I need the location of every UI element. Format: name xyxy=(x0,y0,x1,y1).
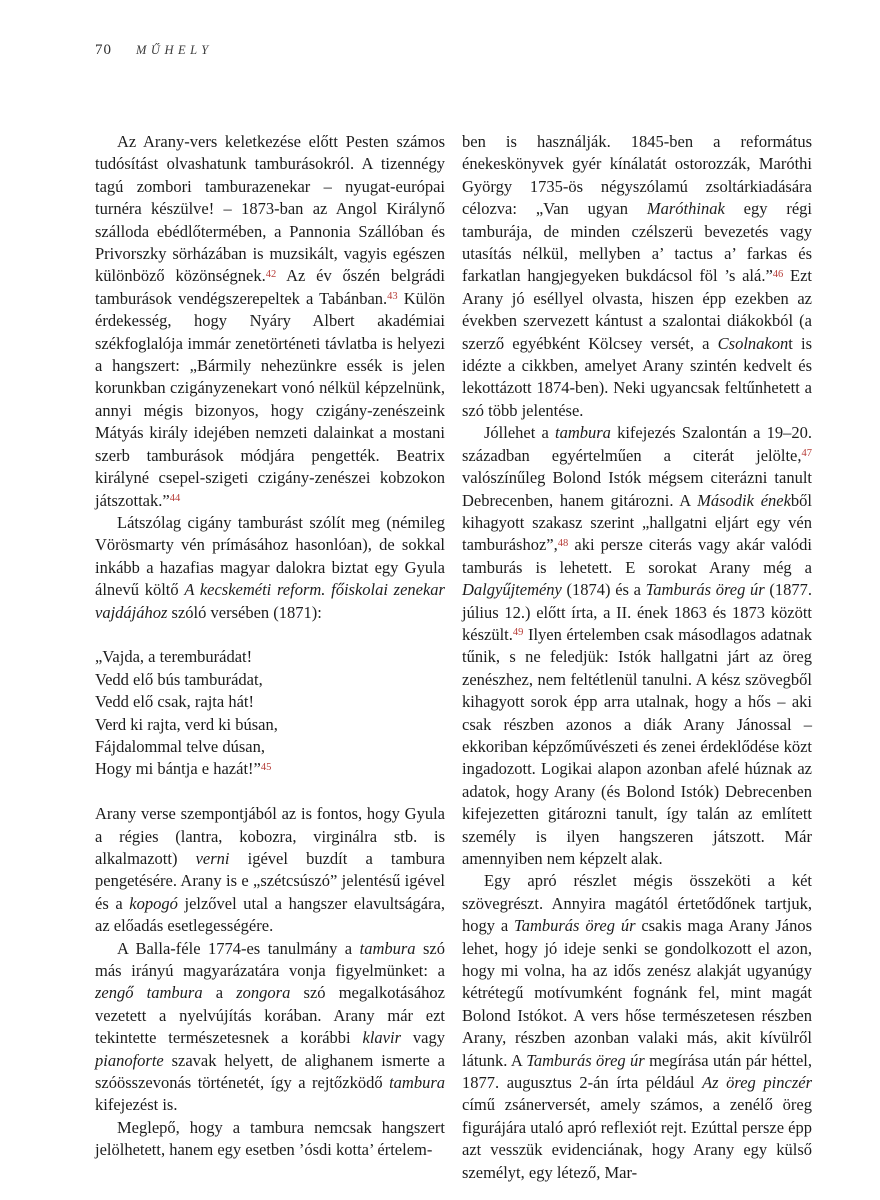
italic-text: klavir xyxy=(362,1028,402,1048)
italic-text: tambura xyxy=(389,1073,445,1093)
italic-text: zongora xyxy=(236,983,291,1003)
italic-text: Csolnakon xyxy=(717,333,789,353)
paragraph xyxy=(95,512,445,624)
paragraph xyxy=(95,1117,445,1162)
text-run: t is idézte a cikkben, amelyet Arany szintén kedvelt és lekottázott 1874-ben). Neki ugyancsak feltűnhetett a szó több jelentése. xyxy=(462,333,812,420)
italic-text: pianoforte xyxy=(95,1050,164,1070)
italic-text: zengő tambura xyxy=(95,983,203,1003)
text-run: csakis maga Arany János lehet, hogy jó ideje senki se gondolkozott el azon, hogy mi volna, ha az idős zenész alakját ugyanúgy kétrétegű motívumként fognánk fel, mint magát Bolond Istókot. A vers hőse természetesen részben Arany, részben azonban valaki más, akit kívülről látunk. A xyxy=(462,916,812,1070)
text-run: Az Arany-vers keletkezése előtt Pesten számos tudósítást olvashatunk tamburásokról. A tizennégy tagú zombori tamburazenekar – nyugat-európai turnéra készülve! – 1873-ban az Angol Királynő szálloda ebédlőtermében, a Pannonia Szállóban és Privorszky sörházában is muzsikált, vagyis egészen különböző közönségnek. xyxy=(95,132,445,286)
text-run: aki persze citerás vagy akár valódi tamburás is lehetett. E sorokat Arany még a xyxy=(462,535,812,577)
text-run: (1877. július 12.) előtt írta, a II. ének 1863 és 1873 között készült. xyxy=(462,580,813,644)
section-title: MŰHELY xyxy=(136,43,213,57)
footnote-marker: 49 xyxy=(512,627,524,639)
text-columns xyxy=(95,131,812,1184)
poem-line xyxy=(95,646,445,668)
text-run: valószínűleg Bolond Istók mégsem citerázni tanult Debrecenben, hanem gitározni. A xyxy=(462,468,812,510)
text-run: A Balla-féle 1774-es tanulmány a xyxy=(117,938,360,958)
paragraph xyxy=(95,131,445,512)
text-run: kifejezés Szalontán a 19–20. században egyértelműen a citerát jelölte, xyxy=(462,423,812,465)
text-run: vagy xyxy=(401,1028,445,1048)
text-run: Az év őszén belgrádi tamburások vendégszerepeltek a Tabánban. xyxy=(95,266,445,308)
text-run: Ilyen értelemben csak másodlagos adatnak tűnik, s ne feledjük: Istók hallgatni járt az öreg zenészhez, nem feltétlenül tanulni. A kész szövegből kihagyott sorok épp arra utalnak, hogy a hős – aki csak részben azonos a diák Arany Jánossal – ekkoriban képzőművészeti és zenei érdeklődése közt ingadozott. Logikai alapon azonban afelé húznak az adatok, hogy Arany (és Bolond Istók) Debrecenben kifejezetten gitározni tanult, így talán az említett személy is ilyen hangszeren játszott. Már amennyiben nem képzelt alak. xyxy=(462,624,812,868)
footnote-marker: 43 xyxy=(387,291,398,303)
footnote-marker: 46 xyxy=(772,268,784,280)
paragraph xyxy=(462,422,812,870)
footnote-marker: 44 xyxy=(169,492,181,504)
text-run: Látszólag cigány tamburást szólít meg (némileg Vörösmarty vén prímásához hasonlóan), de sokkal inkább a hazafias magyar dalokra biztat egy Gyula álnevű költő xyxy=(95,512,445,600)
poem-line xyxy=(95,669,445,691)
paragraph xyxy=(95,803,445,937)
text-run: egy régi tamburája, de minden czélszerü bevezetés vagy utasítás nélkül, mellyben a’ tactus a’ farkas és farkatlan hangjegyeken bukdácsol föl ’s alá.” xyxy=(462,199,812,286)
text-run: Külön érdekesség, hogy Nyáry Albert akadémiai székfoglalója immár zenetörténeti távlatba is helyezi a hangszert: „Bármily nehezünkre essék is jelen korunkban czigányzenekart vonó nélkül képzelnünk, annyi mégis bizonyos, hogy czigány-zenészeink Mátyás király idejében nemzeti dalainkat a mostani szerb tamburások módjára pengették. Beatrix királyné csepel-szigeti czigány-zenészei kobzokon játszottak.” xyxy=(95,288,445,510)
italic-text: Második ének xyxy=(697,490,791,510)
text-run: ből kihagyott szakasz szerint „hallgatni eljárt egy vén tamburáshoz”, xyxy=(462,490,813,555)
italic-text: Maróthinak xyxy=(646,199,725,219)
text-run: Egy apró részlet mégis összeköti a két szövegrészt. Annyira magától értetődőnek tartjuk, hogy a xyxy=(462,871,812,936)
column-right xyxy=(462,131,812,1184)
italic-text: verni xyxy=(195,848,230,868)
poem-line xyxy=(95,691,445,713)
italic-text: A kecskeméti reform. főiskolai zenekar vajdájához xyxy=(95,580,445,622)
footnote-marker: 45 xyxy=(260,761,272,773)
text-run: a xyxy=(202,983,237,1003)
italic-text: Tamburás öreg úr xyxy=(526,1050,645,1070)
text-run: szavak helyett, de alighanem ismerte a szóösszevonás történetét, így a rejtőzködő xyxy=(95,1050,445,1093)
text-run: megírása után pár héttel, 1877. augusztus 2-án írta például xyxy=(462,1050,813,1093)
italic-text: tambura xyxy=(359,938,416,958)
poem-line xyxy=(95,736,445,758)
text-run: Meglepő, hogy a tambura nemcsak hangszert jelölhetett, hanem egy esetben ’ósdi kotta’ értelem- xyxy=(95,1117,445,1160)
page-header xyxy=(95,42,213,59)
italic-text: Dalgyűjtemény xyxy=(462,580,562,600)
text-run: Ezt Arany jó eséllyel olvasta, hiszen épp ezekben az években szervezett kántust a szalontai diákokból (a szerző egyébként Kölcsey versét, a xyxy=(462,266,812,353)
text-run: szó más irányú magyarázatára vonja figyelmünket: a xyxy=(95,938,445,980)
text-run: Jóllehet a xyxy=(484,423,555,443)
text-run: ben is használják. 1845-ben a református énekeskönyvek gyér kínálatát ostorozzák, Maróthi György 1735-ös négyszólamú zsoltárkiadására célozva: „Van ugyan xyxy=(462,132,812,219)
text-run: Hogy mi bántja e hazát!” xyxy=(95,759,261,779)
poem-line xyxy=(95,714,445,736)
page-number: 70 xyxy=(95,42,112,58)
footnote-marker: 48 xyxy=(557,537,569,549)
text-run: (1874) és a xyxy=(561,580,646,600)
italic-text: tambura xyxy=(554,423,611,443)
text-run: „Vajda, a teremburádat! xyxy=(95,647,253,667)
text-run: Vedd elő bús tamburádat, xyxy=(95,669,263,689)
text-run: Vedd elő csak, rajta hát! xyxy=(95,692,254,712)
text-run: jelzővel utal a hangszer elavultságára, az előadás esetlegességére. xyxy=(95,893,445,936)
italic-text: Az öreg pinczér xyxy=(702,1073,812,1093)
italic-text: Tamburás öreg úr xyxy=(514,916,636,936)
text-run: Arany verse szempontjából az is fontos, hogy Gyula a régies (lantra, kobozra, virginálra stb. is alkalmazott) xyxy=(95,804,445,868)
text-run: kifejezést is. xyxy=(95,1095,178,1115)
text-run: Verd ki rajta, verd ki búsan, xyxy=(95,714,278,734)
text-run: szó megalkotásához vezetett a nyelvújítás korában. Arany már ezt tekintette természetesnek a korábbi xyxy=(95,983,445,1048)
paragraph xyxy=(95,938,445,1117)
column-left xyxy=(95,131,445,1184)
footnote-marker: 42 xyxy=(265,268,277,280)
paragraph xyxy=(462,131,812,422)
text-run: című zsánerversét, amely számos, a zenélő öreg figurájára utaló apró reflexiót rejt. Ezúttal persze épp azt vesszük evidenciának, hogy Arany egy külső személyt, egy létező, Mar- xyxy=(462,1095,812,1182)
text-run: igével buzdít a tambura pengetésére. Arany is e „szétcsúszó” jelentésű igével és a xyxy=(95,848,445,913)
poem-line xyxy=(95,758,445,780)
poem-block xyxy=(95,646,445,780)
footnote-marker: 47 xyxy=(801,447,812,459)
italic-text: kopogó xyxy=(129,893,178,913)
text-run: szóló versében (1871): xyxy=(167,602,322,622)
text-run: Fájdalommal telve dúsan, xyxy=(95,736,266,756)
italic-text: Tamburás öreg úr xyxy=(645,580,765,600)
paragraph xyxy=(462,870,812,1184)
